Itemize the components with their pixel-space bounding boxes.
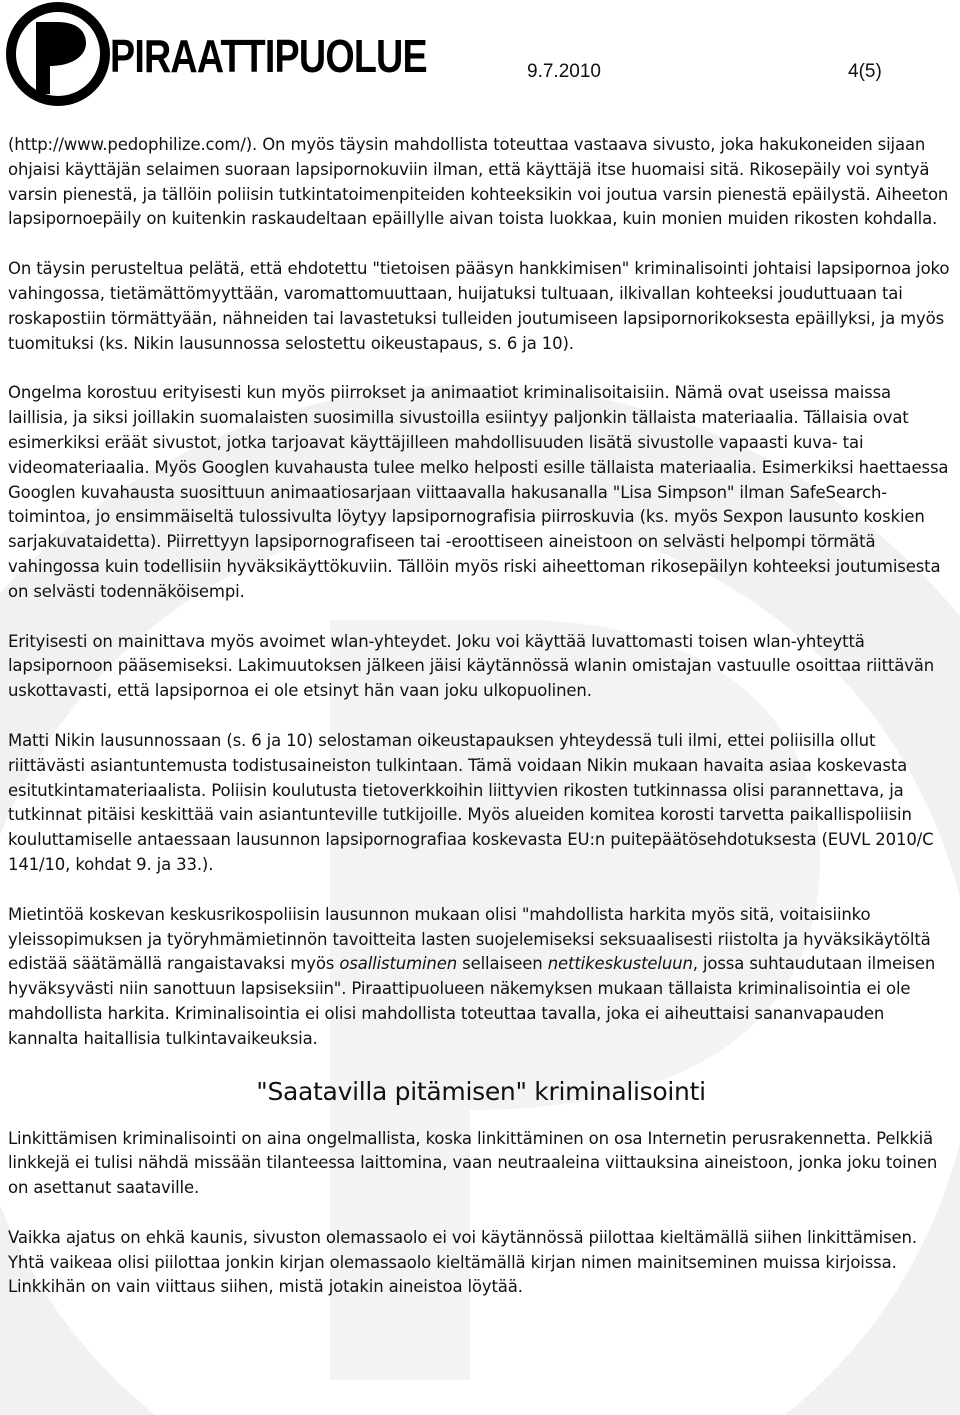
paragraph: Ongelma korostuu erityisesti kun myös piirrokset ja animaatiot kriminalisoitaisiin. Nämä ovat useissa maissa laillisia, ja siksi joillakin suomalaisten suosimilla sivustoilla esiintyy paljonkin tällaista materiaalia. Tällaisia ovat esimerkiksi eräät sivustot, jotka tarjoavat käyttäjilleen mahdollisuuden lisätä sivustolle vapaasti kuva- tai videomateriaalia. Myös Googlen kuvahausta tulee melko helposti esille tällaista materiaalia. Esimerkiksi haettaessa Googlen kuvahausta suosittuun animaatiosarjaan viittaavalla hakusanalla "Lisa Simpson" ilman SafeSearch-toimintoa, jo ensimmäiseltä tulossivulta löytyy lapsipornografisia piirroskuvia (ks. myös Sexpon lausunto koskien sarjakuvataidetta). Piirrettyyn lapsipornografiseen tai -eroottiseen aineistoon on selvästi helpompi törmätä vahingossa kuin todellisiin hyväksikäyttökuviin. Tällöin myös riski aiheettoman rikosepäilyn kohteeksi joutumisesta on selvästi todennäköisempi. (8, 383, 949, 601)
emphasized-term: nettikeskusteluun (547, 954, 693, 974)
paragraph: Linkittämisen kriminalisointi on aina ongelmallista, koska linkittäminen on osa Internetin perusrakennetta. Pelkkiä linkkejä ei tulisi nähdä missään tilanteessa laittomina, vaan neutraaleina viittauksina aineistoon, jonka joku toinen on asettanut saataville. (8, 1128, 938, 1198)
document-date: 9.7.2010 (527, 61, 601, 82)
paragraph: Vaikka ajatus on ehkä kaunis, sivuston olemassaolo ei voi käytännössä piilottaa kieltämällä siihen linkittämisen. Yhtä vaikeaa olisi piilottaa jonkin kirjan olemassaolo kieltämällä kirjan nimen mainitseminen muissa kirjoissa. Linkkihän on vain viittaus siihen, mistä jotakin aineistoa löytää. (8, 1227, 917, 1297)
paragraph: (http://www.pedophilize.com/). On myös täysin mahdollista toteuttaa vastaava sivusto, joka hakukoneiden sijaan ohjaisi käyttäjän selaimen suoraan lapsipornokuviin ilman, että käyttäjä itse huomaisi sitä. Rikosepäily voi syntyä varsin pienestä, ja tällöin poliisin tutkintatoimenpiteiden kohteeksikin voi joutua varsin pienestä epäilystä. Aiheeton lapsipornoepäily on kuitenkin raskaudeltaan epäillylle aivan toista luokkaa, kuin monien muiden rikosten kohdalla. (8, 135, 949, 229)
emphasized-term: osallistuminen (339, 954, 458, 974)
pirate-party-logo-icon (6, 2, 110, 106)
page-number: 4(5) (848, 61, 882, 82)
paragraph-text: , jossa suhtaudutaan ilmeisen hyväksyvästi niin sanottuun lapsiseksiin". Piraattipuolueen näkemyksen mukaan tällaista kriminalisointia ei ole mahdollista harkita. Kriminalisointia ei olisi mahdollista toteuttaa tavalla, joka ei aiheuttaisi sananvapauden kannalta haitallisia tulkintavaikeuksia. (8, 954, 936, 1048)
page-header (0, 0, 960, 120)
paragraph: Erityisesti on mainittava myös avoimet wlan-yhteydet. Joku voi käyttää luvattomasti toisen wlan-yhteyttä lapsipornoon pääsemiseksi. Lakimuutoksen jälkeen jäisi käytännössä wlanin omistajan vastuulle osoittaa riittävän uskottavasti, että lapsipornoa ei ole etsinyt hän vaan joku ulkopuolinen. (8, 631, 935, 701)
paragraph-text: sellaiseen (457, 954, 548, 974)
brand-name: PIRAATTIPUOLUE (110, 30, 427, 82)
section-heading: "Saatavilla pitämisen" kriminalisointi (256, 1076, 706, 1106)
paragraph-text: Mietintöä koskevan keskusrikospoliisin lausunnon mukaan olisi "mahdollista harkita myös sitä, voitaisiinko yleissopimuksen ja työryhmämietinnön tavoitteita lasten suojelemiseksi seksuaalisesti riistolta ja hyväksikäytöltä edistää säätämällä rangaistavaksi myös (8, 904, 931, 974)
paragraph: On täysin perusteltua pelätä, että ehdotettu "tietoisen pääsyn hankkimisen" kriminalisointi johtaisi lapsipornoa joko vahingossa, tietämättömyyttään, varomattomuuttaan, huijatuksi tultuaan, ilkivallan kohteeksi jouduttuaan tai roskapostiin törmättyään, nähneiden tai lavastetuksi tulleiden joutumiseen lapsipornorikoksesta epäillyksi, ja myös tuomituksi (ks. Nikin lausunnossa selostettu oikeustapaus, s. 6 ja 10). (8, 259, 950, 353)
document-body (8, 133, 954, 1325)
paragraph (8, 903, 954, 1052)
paragraph: Matti Nikin lausunnossaan (s. 6 ja 10) selostaman oikeustapauksen yhteydessä tuli ilmi, ettei poliisilla ollut riittävästi asiantuntemusta todistusaineiston tulkintaan. Tämä voidaan Nikin mukaan havaita asiaa koskevasta esitutkintamateriaalista. Poliisin koulutusta tietoverkkoihin liittyvien rikosten tutkinnassa olisi parannettava, ja tutkinnat pitäisi keskittää vain asiantunteville tutkijoille. Myös alueiden komitea korosti tarvetta paikallispoliisin kouluttamiselle antaessaan lausunnon lapsipornografiaa koskevasta EU:n puitepäätösehdotuksesta (EUVL 2010/C 141/10, kohdat 9. ja 33.). (8, 730, 934, 874)
